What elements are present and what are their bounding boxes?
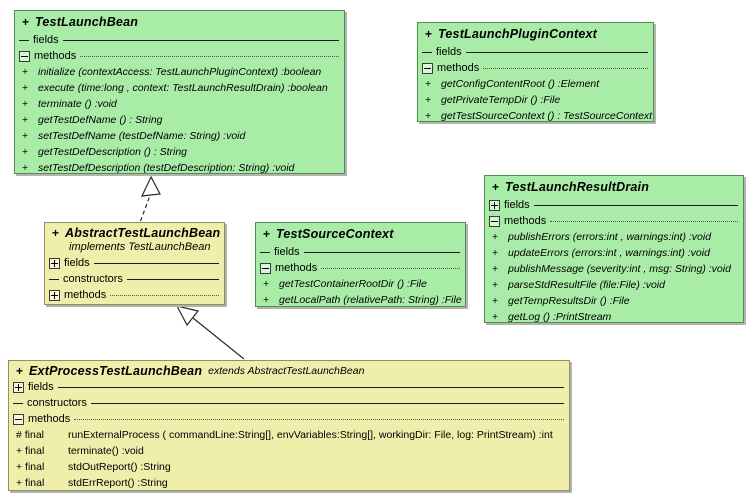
section-rule	[127, 279, 219, 280]
section-row-methods	[485, 213, 743, 229]
member-visibility: +	[492, 247, 499, 259]
class-header[interactable]	[45, 223, 224, 241]
member-visibility: +	[22, 130, 29, 142]
member-row[interactable]	[15, 96, 344, 112]
realization-edge[interactable]	[141, 197, 150, 221]
section-label: fields	[436, 46, 462, 58]
class-header[interactable]	[9, 361, 569, 379]
section-row-methods	[45, 287, 224, 303]
generalization-edge[interactable]	[193, 318, 244, 359]
section-label: methods	[34, 50, 77, 62]
section-rule	[74, 419, 564, 420]
member-signature: getTestContainerRootDir () :File	[279, 278, 427, 290]
class-box-test-launch-result-drain[interactable]	[484, 175, 744, 323]
member-row[interactable]	[485, 277, 743, 293]
section-row-fields	[9, 379, 569, 395]
member-signature: getPrivateTempDir () :File	[441, 94, 561, 106]
generalization-arrowhead-icon	[177, 306, 198, 325]
section-row-methods	[256, 260, 465, 276]
member-visibility: +	[492, 311, 499, 323]
section-row-methods	[9, 411, 569, 427]
class-title[interactable]: AbstractTestLaunchBean	[65, 225, 221, 240]
member-signature: getLog () :PrintStream	[508, 311, 612, 323]
member-visibility: +	[492, 295, 499, 307]
section-label: fields	[274, 246, 300, 258]
section-label: fields	[64, 257, 90, 269]
visibility-marker: +	[16, 363, 24, 378]
member-row[interactable]	[418, 76, 653, 92]
expand-plus-icon[interactable]	[49, 290, 60, 301]
member-row[interactable]	[418, 108, 653, 122]
member-signature: stdOutReport() :String	[68, 461, 171, 473]
member-signature: getLocalPath (relativePath: String) :File	[279, 294, 462, 306]
class-title[interactable]: TestLaunchPluginContext	[438, 27, 598, 41]
member-row[interactable]	[15, 160, 344, 174]
member-visibility: +	[22, 66, 29, 78]
class-box-ext-process-test-launch-bean[interactable]	[8, 360, 570, 491]
member-visibility: +	[22, 82, 29, 94]
class-title[interactable]: TestLaunchBean	[35, 15, 139, 29]
expand-plus-icon[interactable]	[13, 382, 24, 393]
visibility-marker: +	[52, 225, 60, 240]
member-signature: getTempResultsDir () :File	[508, 295, 630, 307]
section-row-fields	[485, 197, 743, 213]
class-box-test-launch-plugin-context[interactable]	[417, 22, 654, 122]
section-rule	[534, 205, 738, 206]
section-row-fields	[256, 244, 465, 260]
section-label: fields	[33, 34, 59, 46]
member-signature: parseStdResultFile (file:File) :void	[508, 279, 665, 291]
visibility-marker: +	[22, 15, 30, 29]
member-row[interactable]	[418, 92, 653, 108]
member-visibility: +	[22, 146, 29, 158]
section-label: constructors	[63, 273, 123, 285]
member-row[interactable]	[15, 64, 344, 80]
member-row[interactable]	[485, 261, 743, 277]
section-label: fields	[28, 381, 54, 393]
member-visibility: +	[492, 263, 499, 275]
member-signature: setTestDefName (testDefName: String) :void	[38, 130, 246, 142]
member-signature: setTestDefDescription (testDefDescription: String) :void	[38, 162, 295, 174]
collapse-minus-icon[interactable]	[422, 63, 433, 74]
member-signature: getConfigContentRoot () :Element	[441, 78, 600, 90]
visibility-marker: +	[492, 180, 500, 194]
member-signature: publishMessage (severity:int , msg: String) :void	[508, 263, 731, 275]
member-row[interactable]	[256, 276, 465, 292]
member-signature: getTestSourceContext () : TestSourceContext	[441, 110, 653, 122]
empty-section-dash-icon	[49, 279, 59, 280]
collapse-minus-icon[interactable]	[13, 414, 24, 425]
collapse-minus-icon[interactable]	[489, 216, 500, 227]
class-implements-label: implements TestLaunchBean	[69, 241, 211, 253]
member-row[interactable]	[15, 112, 344, 128]
member-visibility: +	[492, 279, 499, 291]
member-visibility: +	[22, 162, 29, 174]
class-header[interactable]	[418, 23, 653, 44]
class-header[interactable]	[15, 11, 344, 32]
class-header[interactable]	[485, 176, 743, 197]
section-label: methods	[504, 215, 547, 227]
member-visibility: +	[22, 114, 29, 126]
member-row[interactable]	[256, 292, 465, 307]
section-rule	[550, 221, 738, 222]
section-row-fields	[15, 32, 344, 48]
visibility-marker: +	[263, 227, 271, 241]
member-row[interactable]	[485, 229, 743, 245]
section-label: constructors	[27, 397, 87, 409]
member-signature: stdErrReport() :String	[68, 477, 168, 489]
section-row-constructors	[45, 271, 224, 287]
member-row[interactable]	[9, 475, 569, 491]
member-signature: terminate () :void	[38, 98, 117, 110]
section-row-constructors	[9, 395, 569, 411]
member-row[interactable]	[485, 309, 743, 323]
member-row[interactable]	[485, 245, 743, 261]
member-visibility: +	[22, 98, 29, 110]
member-visibility: +	[492, 231, 499, 243]
section-label: methods	[437, 62, 480, 74]
class-box-test-launch-bean[interactable]	[14, 10, 345, 174]
member-visibility: + final	[16, 461, 45, 473]
section-label: fields	[504, 199, 530, 211]
section-label: methods	[275, 262, 318, 274]
member-visibility: +	[263, 294, 270, 306]
empty-section-dash-icon	[19, 40, 29, 41]
section-label: methods	[64, 289, 107, 301]
member-visibility: + final	[16, 445, 45, 457]
empty-section-dash-icon	[13, 403, 23, 404]
section-rule	[466, 52, 648, 53]
section-rule	[91, 403, 564, 404]
member-row[interactable]	[9, 443, 569, 459]
section-row-methods	[15, 48, 344, 64]
member-visibility: +	[425, 78, 432, 90]
collapse-minus-icon[interactable]	[19, 51, 30, 62]
collapse-minus-icon[interactable]	[260, 263, 271, 274]
member-signature: getTestDefDescription () : String	[38, 146, 188, 158]
class-title[interactable]: TestSourceContext	[276, 227, 394, 241]
section-rule	[110, 295, 219, 296]
empty-section-dash-icon	[422, 52, 432, 53]
empty-section-dash-icon	[260, 252, 270, 253]
class-title[interactable]: ExtProcessTestLaunchBean	[29, 363, 203, 378]
section-rule	[80, 56, 339, 57]
class-extends-label: extends AbstractTestLaunchBean	[208, 364, 365, 377]
section-label: methods	[28, 413, 71, 425]
member-signature: execute (time:long , context: TestLaunchResultDrain) :boolean	[38, 82, 328, 94]
section-rule	[63, 40, 339, 41]
member-row[interactable]	[9, 459, 569, 475]
expand-plus-icon[interactable]	[49, 258, 60, 269]
section-row-methods	[418, 60, 653, 76]
class-box-abstract-test-launch-bean[interactable]	[44, 222, 225, 305]
member-row[interactable]	[15, 80, 344, 96]
member-visibility: +	[263, 278, 270, 290]
member-row[interactable]	[15, 144, 344, 160]
member-signature: terminate() :void	[68, 445, 144, 457]
expand-plus-icon[interactable]	[489, 200, 500, 211]
class-box-test-source-context[interactable]	[255, 222, 466, 307]
section-row-fields	[418, 44, 653, 60]
member-signature: runExternalProcess ( commandLine:String[], envVariables:String[], workingDir: File, log: PrintStream) :int	[68, 429, 553, 441]
visibility-marker: +	[425, 27, 433, 41]
section-rule	[94, 263, 219, 264]
class-header[interactable]	[256, 223, 465, 244]
member-signature: updateErrors (errors:int , warnings:int) :void	[508, 247, 710, 259]
member-row[interactable]	[9, 427, 569, 443]
realization-arrowhead-icon	[142, 177, 160, 196]
class-title[interactable]: TestLaunchResultDrain	[505, 180, 650, 194]
section-rule	[58, 387, 564, 388]
member-visibility: +	[425, 110, 432, 122]
section-rule	[483, 68, 648, 69]
section-row-fields	[45, 255, 224, 271]
section-rule	[304, 252, 460, 253]
member-visibility: + final	[16, 477, 45, 489]
member-row[interactable]	[15, 128, 344, 144]
section-rule	[321, 268, 460, 269]
member-visibility: # final	[16, 429, 45, 441]
member-signature: initialize (contextAccess: TestLaunchPluginContext) :boolean	[38, 66, 322, 78]
member-row[interactable]	[485, 293, 743, 309]
member-signature: getTestDefName () : String	[38, 114, 163, 126]
member-signature: publishErrors (errors:int , warnings:int) :void	[508, 231, 712, 243]
member-visibility: +	[425, 94, 432, 106]
